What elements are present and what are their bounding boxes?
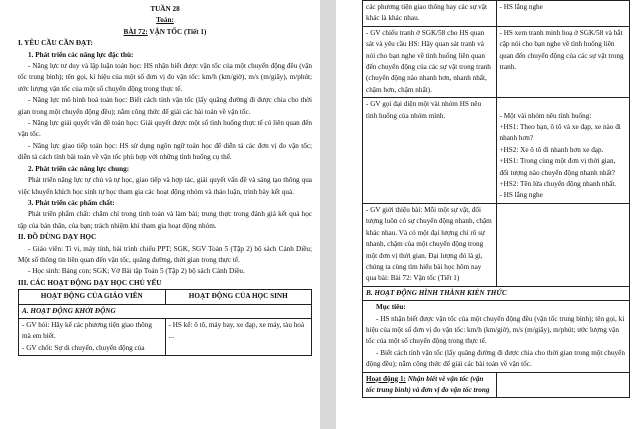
section-heading: III. CÁC HOẠT ĐỘNG DẠY HỌC CHỦ YẾU xyxy=(18,278,162,287)
table-section-row: A. HOẠT ĐỘNG KHỞI ĐỘNG xyxy=(19,304,312,318)
cell-text: +HS2: Xe ô tô đi nhanh hơn xe đạp. xyxy=(499,145,604,154)
paragraph: Phát triển năng lực tự chủ và tự học, giao tiếp và hợp tác, giải quyết vấn đề và sáng tạo thông qua việc khuyến khích học sinh tự học tham gia các hoạt động nhóm và thảo luận, trình bày kết quả. xyxy=(18,176,312,196)
cell-text: - Một vài nhóm nêu tình huống: xyxy=(499,111,592,120)
student-cell: - HS xem tranh minh hoạ ở SGK/58 và bắt cặp nói cho bạn nghe về tình huống liên quan đến chuyển động của các sự vật trong tranh. xyxy=(496,26,630,97)
paragraph: - Học sinh: Bảng con; SGK; Vở Bài tập Toán 5 (Tập 2) bộ sách Cánh Diều. xyxy=(28,267,245,276)
activity-title: Nhận biết về vận tốc (vận tốc trung bình) và đơn vị đo vận tốc trong xyxy=(366,374,490,394)
paragraph: - Năng lực tư duy và lập luận toán học: HS nhận biết được vận tốc của một chuyển động đều (vận tốc trung bình); tên gọi, kí hiệu của một số đơn vị đo vận tốc: km/h (km/giờ), m/s (m/giây), m/phút; ước lượng vận tốc của một số chuyển động trong thực tế. xyxy=(18,62,312,93)
subsection-heading: 1. Phát triển các năng lực đặc thù: xyxy=(28,50,134,59)
cell-text: +HS1: Theo bạn, ô tô và xe đạp, xe nào đi nhanh hơn? xyxy=(499,123,621,143)
lesson-title xyxy=(18,27,312,38)
table-section-row: B. HOẠT ĐỘNG HÌNH THÀNH KIẾN THỨC xyxy=(363,286,630,300)
paragraph: - Giáo viên: Tỉ vi, máy tính, bài trình chiếu PPT; SGK, SGV Toán 5 (Tập 2) bộ sách Cánh Diều; Một số thông tin liên quan đến vận tốc, quãng đường, thời gian trong thực tế. xyxy=(18,244,312,264)
paragraph: - Năng lực mô hình hoá toán học: Biết cách tính vận tốc (lấy quãng đường đi được chia cho thời gian trong một chuyển động đều); nắm công thức để giải các bài toán về vận tốc. xyxy=(18,96,312,116)
activities-table-continued xyxy=(362,0,630,398)
table-header-teacher: HOẠT ĐỘNG CỦA GIÁO VIÊN xyxy=(19,290,166,304)
section-heading: II. ĐỒ DÙNG DẠY HỌC xyxy=(18,233,97,242)
student-cell xyxy=(496,372,630,398)
cell-text: - HS kể: ô tô, máy bay, xe đạp, xe máy, tàu hoả ... xyxy=(168,320,305,341)
paragraph: - Năng lực giao tiếp toán học: HS sử dụng ngôn ngữ toán học để diễn tả các đơn vị đo vận tốc; diễn tả cách tính bài toán về vận tốc phù hợp với những tình huống cụ thể. xyxy=(18,141,312,162)
teacher-cell xyxy=(363,372,497,398)
teacher-cell: - GV giới thiệu bài: Mỗi một sự vật, đối tượng luôn có sự chuyển động nhanh, chậm khác nhau. Và có một đại lượng chỉ rõ sự nhanh, chậm của một chuyển động trong một đơn vị thời gian. Đại lượng đó là gì, chúng ta cùng tìm hiểu bài học hôm nay qua bài: Bài 72: Vận tốc (Tiết 1) xyxy=(363,203,497,286)
cell-text: - GV hỏi: Hãy kể các phương tiện giao thông mà em biết. xyxy=(22,320,152,341)
student-cell xyxy=(165,318,312,355)
cell-text: - HS nhận biết được vận tốc của một chuyển động đều (vận tốc trung bình); tên gọi, kí hiệu của một số đơn vị đo vận tốc: km/h (km/giờ), m/s (m/giây), m/phút; ước lượng vận tốc của một số chuyển động trong thực tế. xyxy=(366,314,625,346)
paragraph: - Năng lực giải quyết vấn đề toán học: Giải quyết được một số tình huống thực tế có liên quan đến vận tốc. xyxy=(18,119,312,139)
cell-text: - HS lắng nghe xyxy=(499,191,543,200)
lesson-prefix: BÀI 72: xyxy=(123,27,148,36)
cell-text: - GV chốt: Sự di chuyển, chuyển động của xyxy=(22,343,145,352)
paragraph: Phát triển phẩm chất: chăm chỉ trong tính toán và làm bài; trung thực trong đánh giá kết quả học tập của bản thân, của bạn; trách nhiệm khi tham gia hoạt động nhóm. xyxy=(18,210,312,230)
student-cell xyxy=(496,203,630,286)
objectives-cell xyxy=(363,301,630,372)
blank-line xyxy=(500,99,627,110)
table-header-student: HOẠT ĐỘNG CỦA HỌC SINH xyxy=(165,290,312,304)
document-page-right xyxy=(336,0,640,429)
teacher-cell: - GV chiếu tranh ở SGK/58 cho HS quan sát và yêu cầu HS: Hãy quan sát tranh và nói cho bạn nghe về tình huống liên quan đến chuyển động của các sự vật trong tranh (chuyển động nào nhanh hơn, nhanh nhất, chậm hơn, chậm nhất). xyxy=(363,26,497,97)
teacher-cell: - GV gọi đại diện một vài nhóm HS nêu tình huống của nhóm mình. xyxy=(363,98,497,204)
teacher-cell: các phương tiện giao thông hay các sự vật khác là khác nhau. xyxy=(363,1,497,27)
teacher-cell xyxy=(19,318,166,355)
activity-label: Hoạt động 1: xyxy=(366,374,406,383)
subsection-heading: 3. Phát triển các phẩm chất: xyxy=(28,198,115,207)
section-heading: I. YÊU CẦU CẦN ĐẠT: xyxy=(18,39,93,48)
cell-text: +HS2: Tên lửa chuyển động nhanh nhất. xyxy=(499,180,617,189)
lesson-name: VẬN TỐC (Tiết 1) xyxy=(149,27,207,36)
subject-heading: Toán: xyxy=(156,16,174,25)
week-heading: TUẦN 28 xyxy=(150,5,180,13)
activities-table xyxy=(18,289,312,356)
cell-text: - Biết cách tính vận tốc (lấy quãng đường đi được chia cho thời gian trong một chuyển động đều); nắm công thức để giải các bài toán về vận tốc. xyxy=(366,348,625,369)
objectives-heading: Mục tiêu: xyxy=(376,303,406,312)
student-cell: - HS lắng nghe xyxy=(496,1,630,27)
cell-text: +HS1: Trong cùng một đơn vị thời gian, đối tượng nào chuyển động nhanh nhất? xyxy=(499,157,616,177)
student-cell xyxy=(496,98,630,204)
subsection-heading: 2. Phát triển các năng lực chung: xyxy=(28,164,130,173)
